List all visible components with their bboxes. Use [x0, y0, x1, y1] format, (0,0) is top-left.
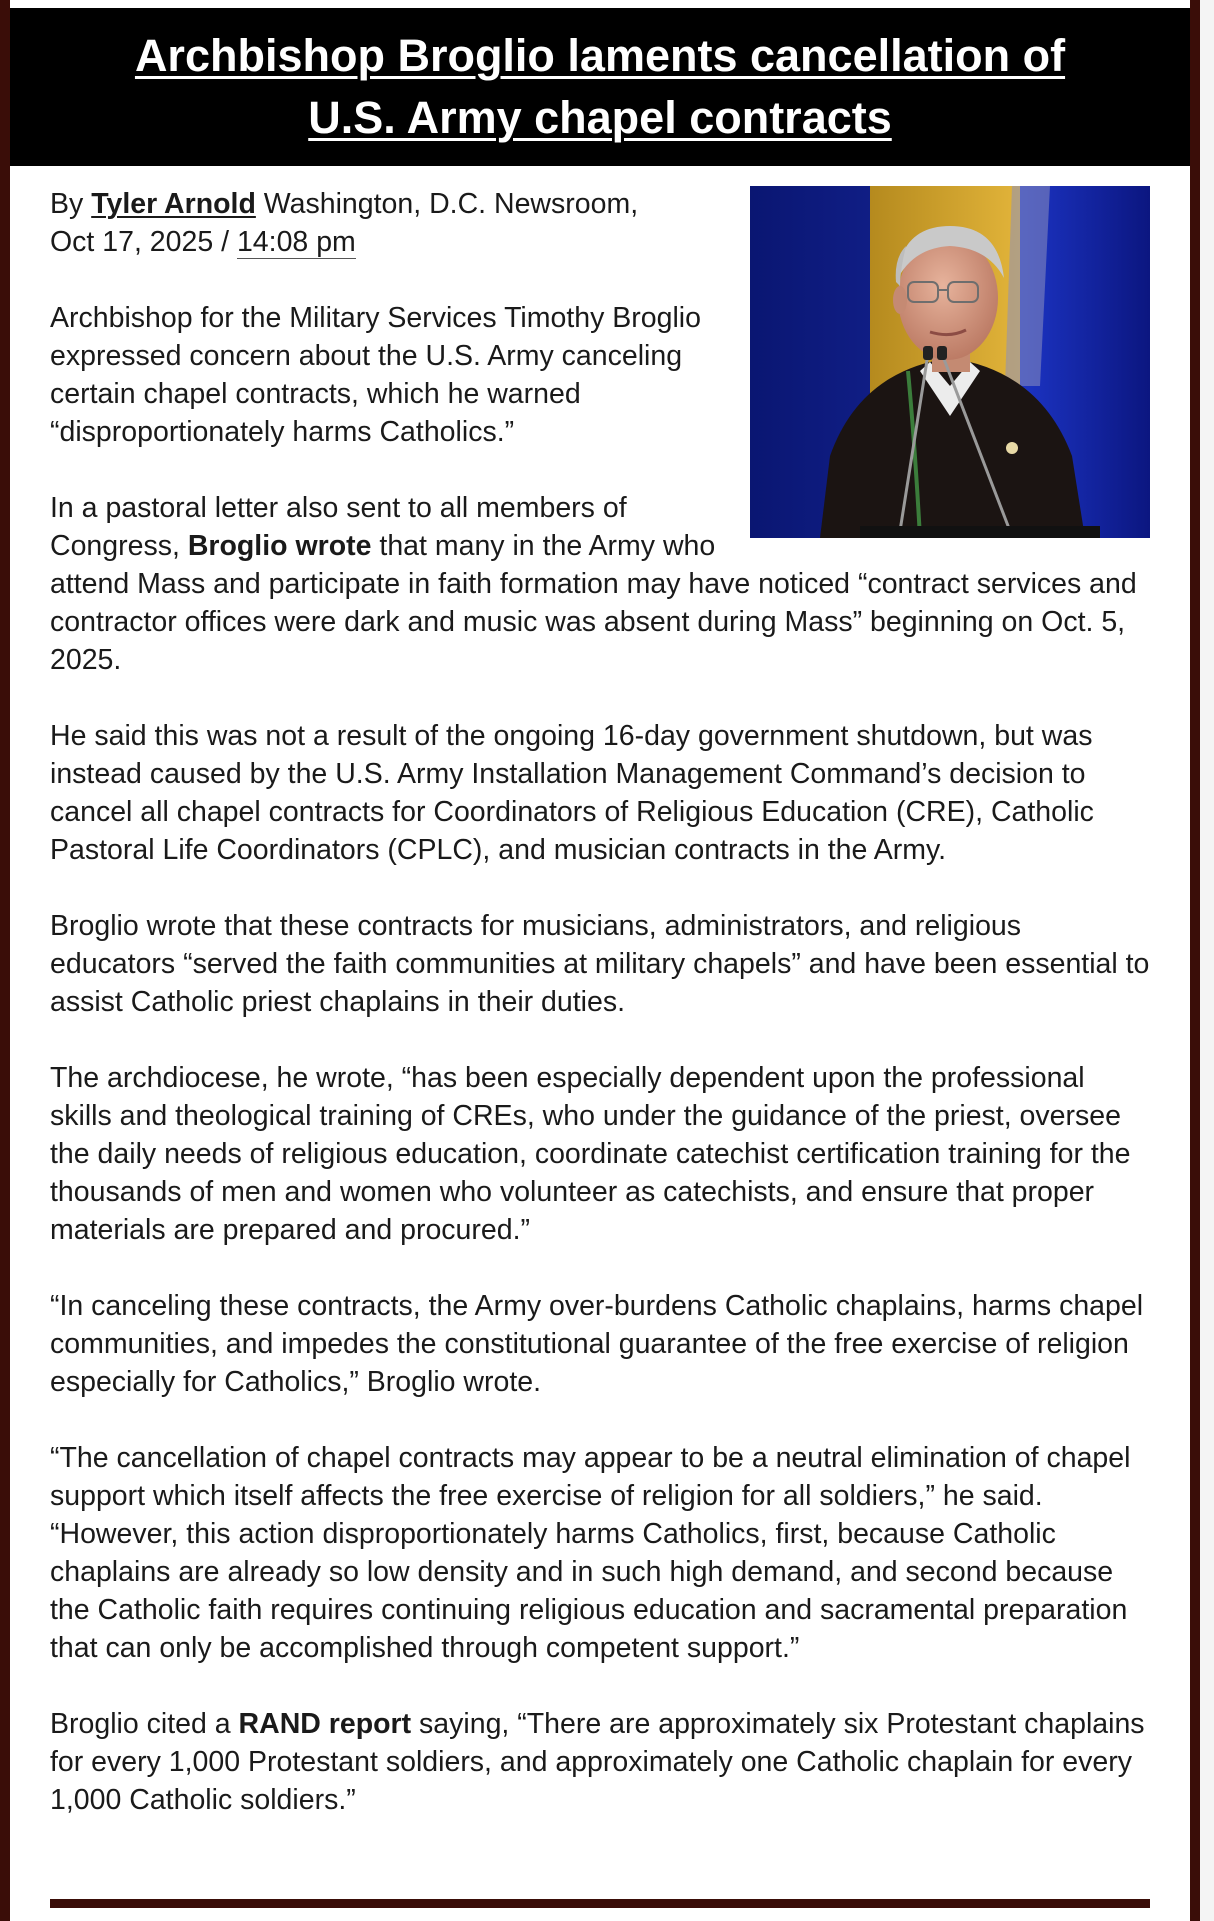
- paragraph-2-end: that many in the Army who attend Mass and participate in faith formation may have noticed “contract services and contractor offices were dark and music was absent during Mass” beginning on Oct. 5, 2025.: [50, 530, 1137, 676]
- broglio-wrote-link[interactable]: Broglio wrote: [187, 530, 372, 562]
- article-body: [50, 185, 1150, 1857]
- paragraph-8: [50, 1705, 1150, 1819]
- paragraph-7: “The cancellation of chapel contracts may appear to be a neutral elimination of chapel support which itself affects the free exercise of religion for all soldiers,” he said. “However, this action disproportionately harms Catholics, first, because Catholic chaplains are already so low density and in such high demand, and second because the Catholic faith requires continuing religious education and sacramental preparation that can only be accomplished through competent support.”: [50, 1442, 1131, 1664]
- paragraph-4: Broglio wrote that these contracts for musicians, administrators, and religious educators “served the faith communities at military chapels” and have been essential to assist Catholic priest chaplains in their duties.: [50, 910, 1150, 1018]
- paragraph-6: “In canceling these contracts, the Army over-burdens Catholic chaplains, harms chapel communities, and impedes the constitutional guarantee of the free exercise of religion especially for Catholics,” Broglio wrote.: [50, 1290, 1144, 1398]
- publish-date: Oct 17, 2025 /: [50, 226, 237, 258]
- headline-banner: [10, 8, 1190, 166]
- paragraph-2-start: In a pastoral letter also sent to all members of Congress,: [50, 492, 627, 562]
- paragraph-8-start: Broglio cited a: [50, 1708, 239, 1740]
- article-headline[interactable]: Archbishop Broglio laments cancellation of U.S. Army chapel contracts: [134, 30, 1066, 143]
- right-border: [1190, 0, 1200, 1921]
- left-border: [0, 0, 10, 1921]
- newsroom-label: Washington, D.C. Newsroom,: [255, 188, 639, 220]
- article-photo: [750, 186, 1150, 538]
- right-gutter: [1200, 0, 1214, 1921]
- author-link[interactable]: Tyler Arnold: [91, 188, 256, 220]
- rand-report-link[interactable]: RAND report: [238, 1708, 412, 1740]
- publish-time[interactable]: 14:08 pm: [236, 226, 356, 258]
- bottom-divider: [50, 1899, 1150, 1908]
- paragraph-8-end: saying, “There are approximately six Protestant chaplains for every 1,000 Protestant soldiers, and approximately one Catholic chaplain for every 1,000 Catholic soldiers.”: [50, 1708, 1145, 1816]
- byline-prefix: By: [50, 188, 92, 220]
- paragraph-5: The archdiocese, he wrote, “has been especially dependent upon the professional skills and theological training of CREs, who under the guidance of the priest, oversee the daily needs of religious education, coordinate catechist certification training for the thousands of men and women who volunteer as catechists, and ensure that proper materials are prepared and procured.”: [50, 1062, 1131, 1246]
- paragraph-1: Archbishop for the Military Services Timothy Broglio expressed concern about the U.S. Army canceling certain chapel contracts, which he warned “disproportionately harms Catholics.”: [50, 302, 701, 448]
- paragraph-3: He said this was not a result of the ongoing 16-day government shutdown, but was instead caused by the U.S. Army Installation Management Command’s decision to cancel all chapel contracts for Coordinators of Religious Education (CRE), Catholic Pastoral Life Coordinators (CPLC), and musician contracts in the Army.: [50, 720, 1094, 866]
